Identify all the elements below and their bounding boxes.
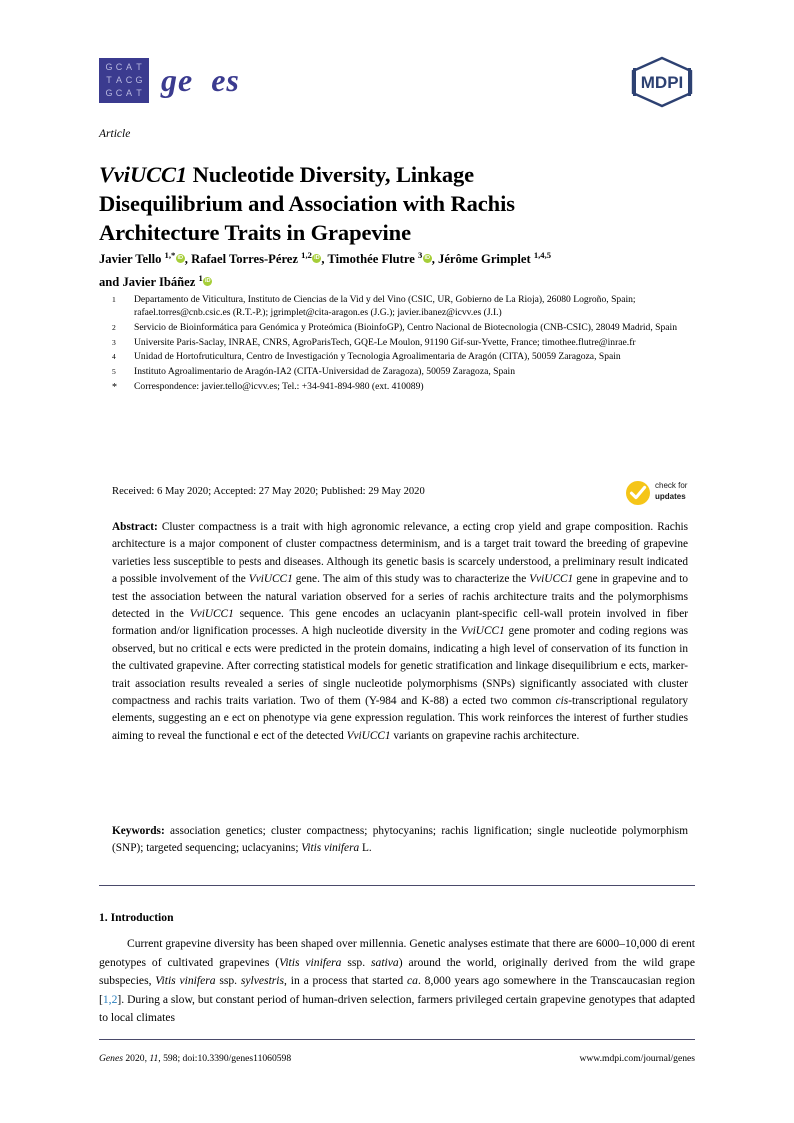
gcat-cell: G — [105, 62, 113, 72]
affiliation-row — [112, 293, 702, 319]
intro-text-5: , in a process that started — [284, 974, 407, 988]
intro-text-1: Current grapevine diversity has been shaped over millennia. Genetic analyses estimate that there are 6000–10,000 di erent genotypes of cultivated grapevines ( — [99, 937, 695, 969]
mdpi-publisher-logo[interactable] — [629, 54, 695, 110]
affiliation-marker: 1 — [112, 295, 116, 304]
orcid-icon[interactable] — [203, 277, 212, 286]
intro-text-4: ssp. — [215, 974, 241, 988]
affiliation-text: Instituto Agroalimentario de Aragón-IA2 (CITA-Universidad de Zaragoza), 50059 Zaragoza, Spain — [134, 366, 515, 378]
gcat-cell: G — [105, 88, 113, 98]
abstract-text-6: -transcriptional regulatory elements, suggesting an e ect on phenotype via gene expression regulation. This work reinforces the interest of further studies aiming to reveal the functional e ect of the detected — [112, 695, 688, 742]
author-name: Jérôme Grimplet — [438, 252, 534, 267]
gcat-row-2 — [104, 74, 144, 87]
journal-wordmark: ge es — [161, 62, 240, 98]
subspecies-name: sativa — [371, 955, 399, 969]
circa-abbrev: ca — [407, 974, 418, 988]
author-affil-marker: 3 — [417, 250, 423, 260]
gene-name: VviUCC1 — [346, 729, 391, 742]
intro-text-7: ]. During a slow, but constant period of human-driven selection, farmers privileged certain grapevine genotypes that adapted to local climates — [99, 992, 695, 1025]
divider-top — [99, 885, 695, 886]
gcat-cell: T — [136, 88, 142, 98]
title-line-3: Architecture Traits in Grapevine — [99, 220, 411, 246]
mdpi-logo-text: MDPI — [640, 73, 684, 92]
gene-name: VviUCC1 — [189, 608, 234, 621]
author-name: Timothée Flutre — [327, 252, 418, 267]
journal-logo[interactable] — [99, 58, 240, 103]
abstract-text-4: sequence. This gene encodes an uclacyanin plant-specific cell-wall protein involved in fiber formation and/or lignification processes. A high nucleotide diversity in the — [112, 608, 688, 638]
check-badge-line1: check for — [655, 481, 688, 490]
introduction-paragraph — [99, 935, 695, 1028]
affiliation-row — [112, 380, 702, 394]
gcat-row-1 — [104, 61, 144, 74]
author-affil-marker: 1 — [198, 273, 203, 284]
gene-name: VviUCC1 — [529, 573, 574, 586]
abstract-text-2: gene. The aim of this study was to characterize the — [292, 573, 530, 586]
gene-name: VviUCC1 — [248, 573, 293, 586]
intro-text-6: . 8,000 years ago somewhere in the Transcaucasian region [ — [99, 974, 695, 1006]
gcat-row-3 — [104, 87, 144, 100]
publication-dates: Received: 6 May 2020; Accepted: 27 May 2020; Published: 29 May 2020 — [112, 486, 425, 497]
author-affil-marker: 1,4,5 — [533, 250, 552, 260]
footer-volume: 11 — [149, 1053, 159, 1064]
keywords-tail: L. — [359, 842, 372, 855]
abstract-text-1: Cluster compactness is a trait with high agronomic relevance, a ecting crop yield and grape composition. Rachis architecture is a major component of cluster compactness determinism, and is a target trait toward the breeding of grapevine varieties less susceptible to pests and diseases. Although its genetic basis is scarcely understood, a preliminary result indicated a possible involvement of the — [112, 521, 688, 586]
affiliation-row — [112, 365, 702, 378]
abstract-text-7: variants on grapevine rachis architecture. — [390, 729, 580, 742]
affiliation-text: Universite Paris-Saclay, INRAE, CNRS, AgroParisTech, GQE-Le Moulon, 91190 Gif-sur-Yvette, France; timothee.flutre@inrae.fr — [134, 336, 636, 348]
page-title — [99, 160, 619, 247]
cis-term: cis — [555, 695, 569, 708]
subspecies-name: sylvestris — [240, 974, 285, 988]
gcat-cell: C — [125, 75, 133, 85]
gene-name: VviUCC1 — [460, 625, 505, 638]
keywords-text: association genetics; cluster compactness; phytocyanins; rachis lignification; single nucleotide polymorphism (SNP); targeted sequencing; uclacyanins; — [112, 825, 688, 855]
footer-doi: , 598; doi:10.3390/genes11060598 — [158, 1053, 292, 1064]
orcid-icon[interactable] — [176, 254, 185, 263]
author-list — [99, 246, 699, 292]
gcat-grid-icon — [99, 58, 149, 103]
author-separator: , — [431, 252, 439, 267]
author-conjunction: and — [99, 275, 123, 290]
abstract-block — [112, 519, 688, 745]
species-name: Vitis vinifera — [301, 842, 360, 855]
gcat-cell: G — [135, 75, 143, 85]
gcat-cell: A — [115, 75, 122, 85]
footer-journal-name: Genes — [99, 1053, 123, 1064]
affiliation-row — [112, 350, 702, 363]
author-entry[interactable] — [191, 252, 321, 266]
affiliation-text: Departamento de Viticultura, Instituto de Ciencias de la Vid y del Vino (CSIC, UR, Gobierno de La Rioja), 26080 Logroño, Spain; rafael.torres@cnb.csic.es (R.T.-P.); jgrimplet@cita-aragon.es (J.G.); javier.ibanez@icvv.es (J.I.) — [134, 294, 636, 319]
species-name: Vitis vinifera — [279, 955, 342, 969]
correspondence-text: Correspondence: javier.tello@icvv.es; Tel.: +34-941-894-980 (ext. 410089) — [134, 380, 424, 392]
gcat-cell: T — [106, 75, 112, 85]
check-badge-line2: updates — [655, 491, 686, 501]
gcat-cell: A — [125, 62, 132, 72]
masthead — [99, 58, 695, 116]
affiliation-marker: 3 — [112, 337, 116, 347]
keywords-label: Keywords: — [112, 825, 165, 837]
title-line-1-rest: Nucleotide Diversity, Linkage — [187, 162, 475, 188]
gcat-cell: C — [115, 62, 123, 72]
author-entry[interactable] — [438, 252, 551, 266]
gcat-cell: C — [115, 88, 123, 98]
species-name: Vitis vinifera — [155, 974, 216, 988]
affiliation-marker: 5 — [112, 367, 116, 377]
introduction-body — [99, 935, 695, 1028]
affiliations-list — [112, 293, 702, 395]
title-line-2: Disequilibrium and Association with Rachis — [99, 191, 515, 217]
checkmark-shield-icon — [625, 480, 651, 506]
abstract-label: Abstract: — [112, 521, 158, 533]
author-affil-marker: 1,2 — [301, 250, 312, 260]
intro-text-2: ssp. — [341, 955, 372, 969]
intro-text-3: ) around the world, originally derived from the wild grape subspecies, — [99, 955, 695, 988]
check-for-updates-badge[interactable] — [625, 478, 697, 510]
divider-bottom — [99, 1039, 695, 1040]
affiliation-marker: 2 — [112, 322, 116, 332]
author-separator: , — [184, 252, 192, 267]
author-name: Rafael Torres-Pérez — [191, 252, 302, 267]
affiliation-marker: 4 — [112, 352, 116, 362]
abstract-text-3: gene in grapevine and to test the association between the natural variation observed for a series of rachis architecture traits and the polymorphisms detected in the — [112, 573, 688, 621]
author-entry[interactable] — [99, 252, 185, 266]
affiliation-text: Servicio de Bioinformática para Genómica y Proteómica (BioinfoGP), Centro Nacional de Biotecnologia (CNB-CSIC), 28049 Madrid, Spain — [134, 321, 677, 333]
affiliation-row — [112, 321, 702, 334]
gcat-cell: T — [136, 62, 142, 72]
section-heading-introduction: 1. Introduction — [99, 911, 174, 924]
author-name: Javier Tello — [99, 252, 165, 267]
check-badge-text — [655, 481, 687, 502]
affiliation-row — [112, 336, 702, 349]
author-name: Javier Ibáñez — [122, 275, 199, 290]
abstract-text-5: gene promoter and coding regions was observed, but no critical e ects were predicted in the protein domains, indicating a high level of conservation of its function in the cultivated grapevine. After correcting statistical models for genetic stratification and linkage disequilibrium e ects, marker-trait association results revealed a series of single nucleotide polymorphisms (SNPs) significantly associated with cluster compactness and rachis traits variation. Two of them (Y-984 and K-88) a ected two common — [112, 625, 689, 708]
author-separator: , — [321, 252, 328, 267]
author-entry[interactable] — [122, 275, 212, 289]
gcat-cell: A — [125, 88, 132, 98]
author-affil-marker: 1,* — [164, 250, 176, 260]
article-type-label: Article — [99, 128, 131, 140]
author-entry[interactable] — [327, 252, 431, 266]
footer-citation — [99, 1053, 291, 1064]
footer-journal-url[interactable]: www.mdpi.com/journal/genes — [579, 1053, 695, 1064]
orcid-icon[interactable] — [312, 254, 321, 263]
affiliation-text: Unidad de Hortofruticultura, Centro de Investigación y Tecnologia Agroalimentaria de Aragón (CITA), 50059 Zaragoza, Spain — [134, 351, 621, 363]
orcid-icon[interactable] — [423, 254, 432, 263]
keywords-block — [112, 823, 688, 858]
footer-year: 2020, — [122, 1053, 150, 1064]
correspondence-marker: * — [112, 381, 117, 393]
page-footer — [99, 1053, 695, 1064]
citation-link[interactable]: 1,2 — [102, 992, 118, 1006]
title-gene-name: VviUCC1 — [99, 162, 188, 188]
